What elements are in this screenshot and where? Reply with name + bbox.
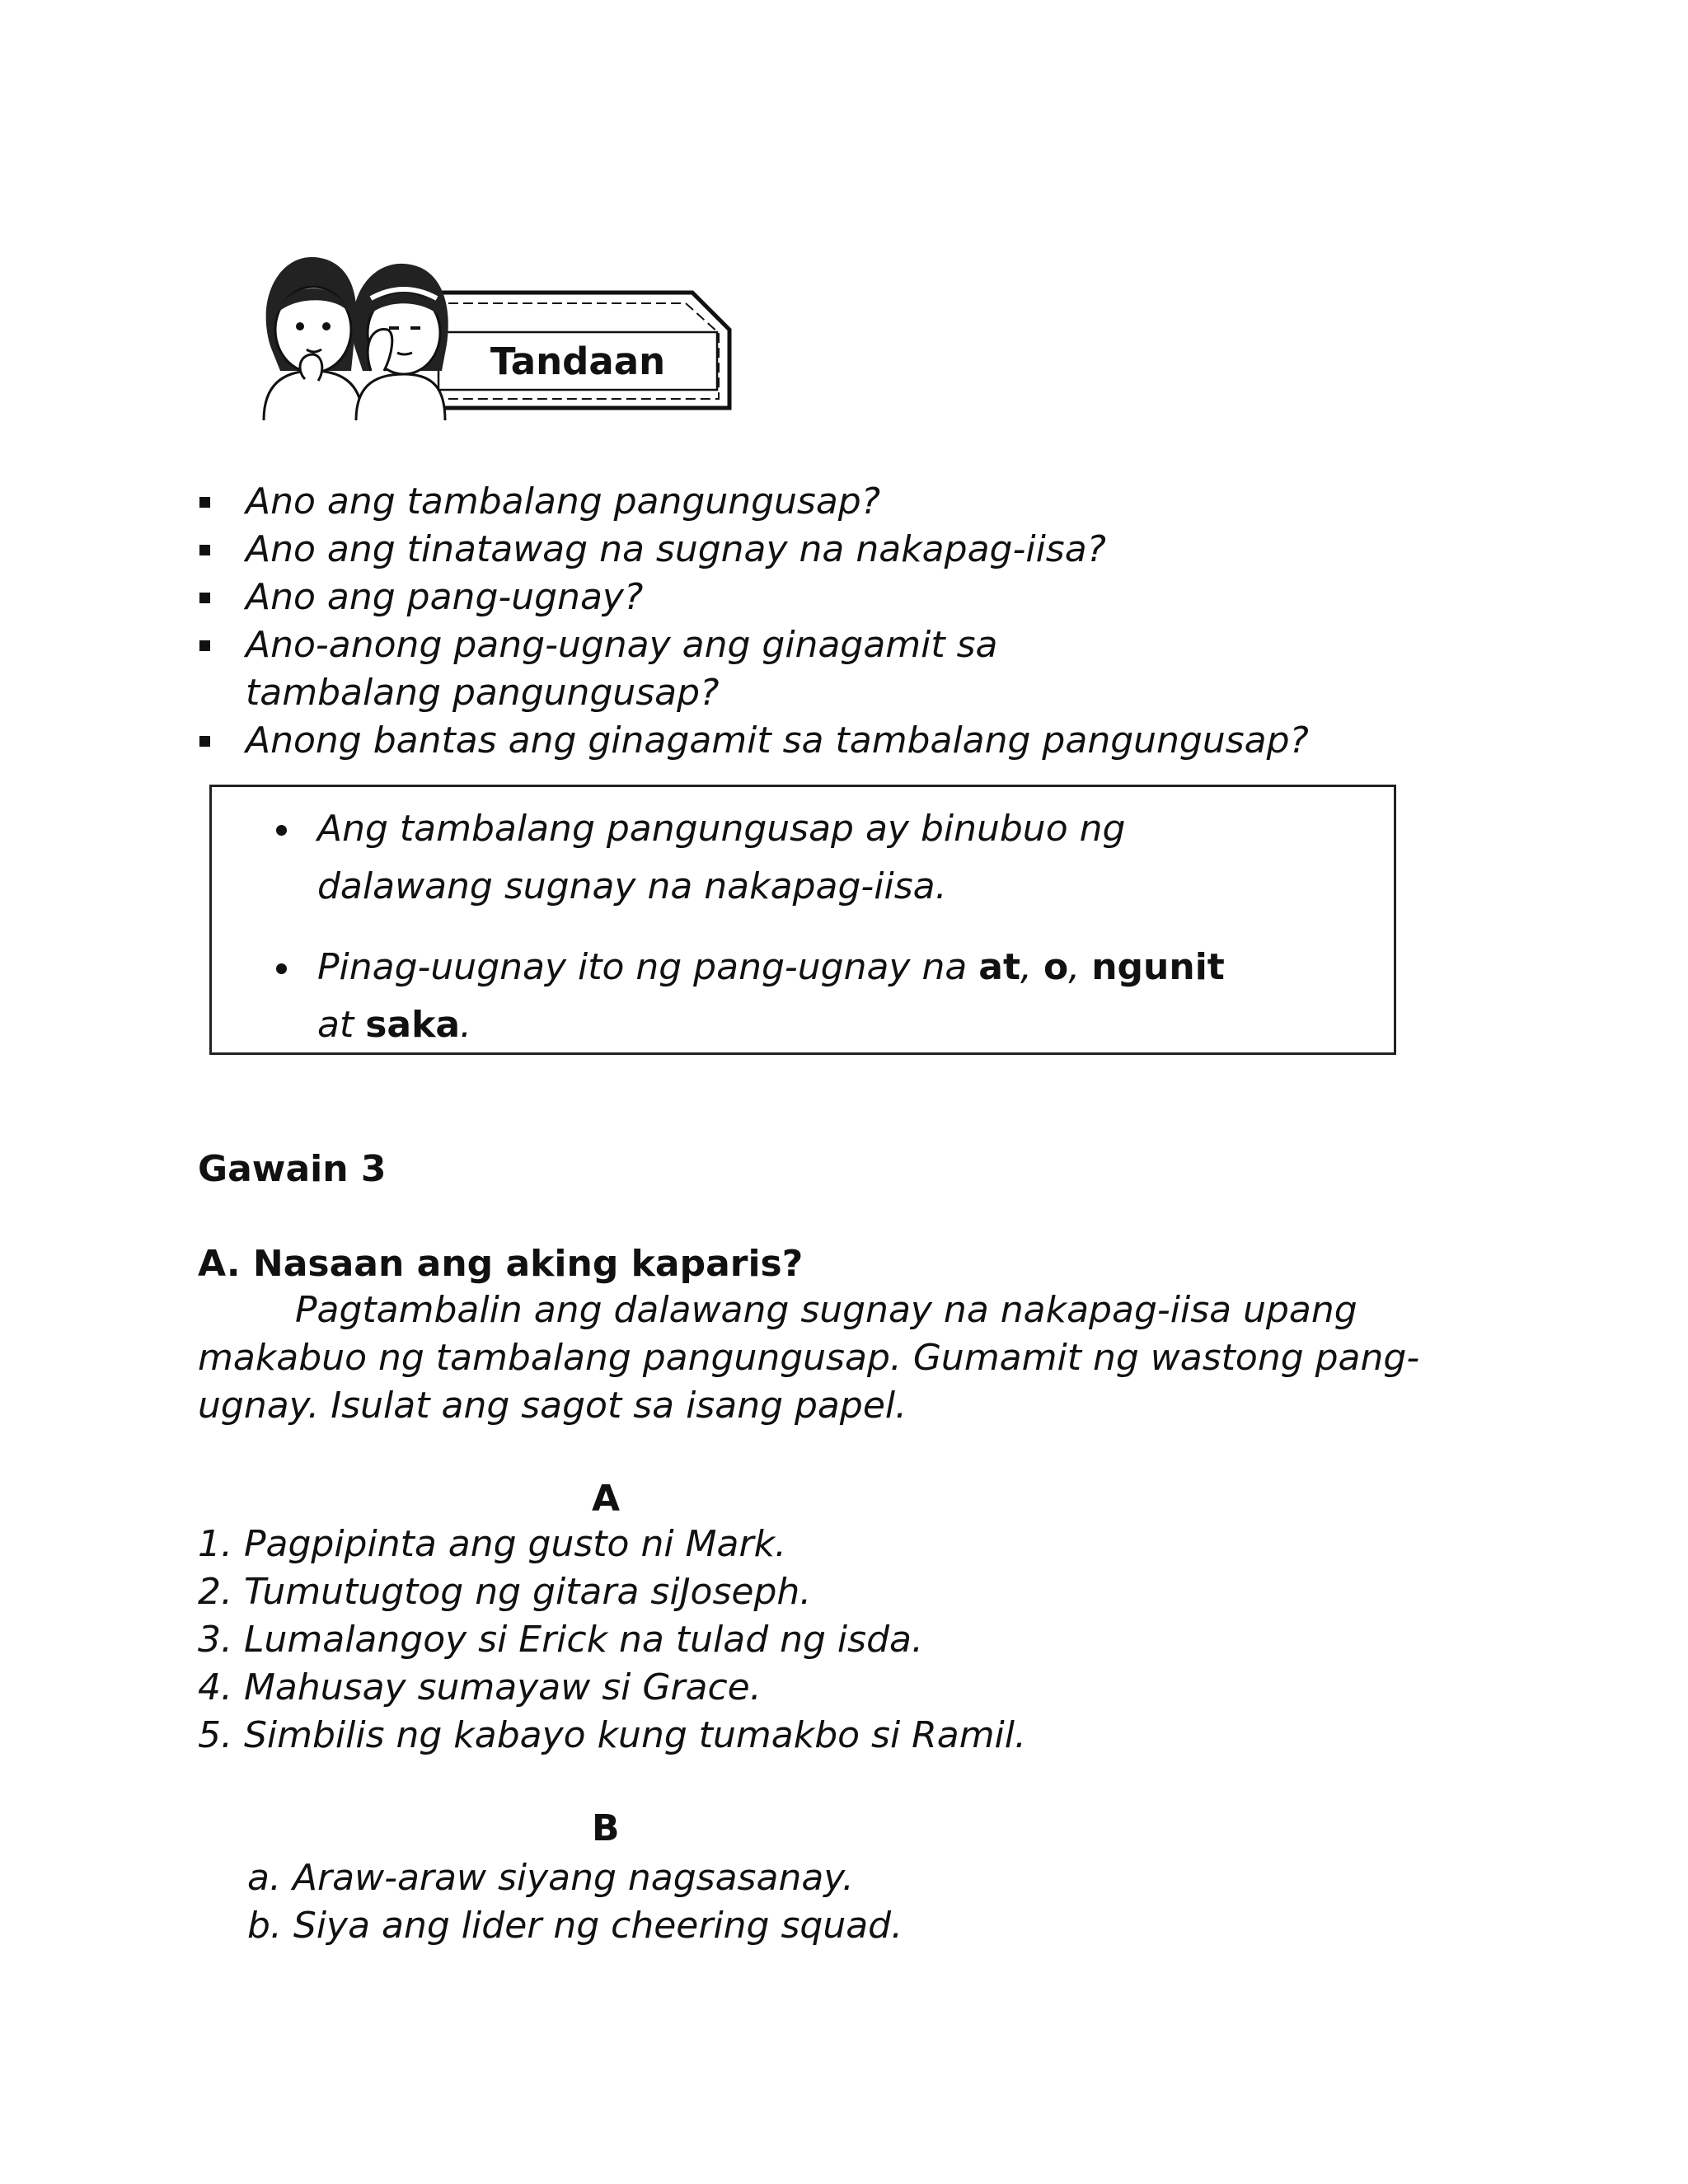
square-bullet-icon xyxy=(199,640,210,651)
conjunction-saka: saka xyxy=(365,1004,461,1046)
list-item: 5. Simbilis ng kabayo kung tumakbo si Ramil. xyxy=(198,1714,1026,1756)
list-item: 3. Lumalangoy si Erick na tulad ng isda. xyxy=(198,1619,923,1661)
summary-point xyxy=(271,939,1359,1054)
list-item xyxy=(196,717,1482,765)
separator: at xyxy=(317,1004,366,1046)
summary-point xyxy=(271,800,1359,916)
column-a-label: A xyxy=(592,1478,621,1520)
square-bullet-icon xyxy=(199,497,210,508)
tandaan-header xyxy=(247,247,742,429)
question-text: Ano ang tinatawag na sugnay na nakapag-iisa? xyxy=(246,528,1107,570)
square-bullet-icon xyxy=(199,545,210,555)
question-list xyxy=(196,478,1482,765)
column-a-list xyxy=(198,1521,1026,1760)
question-text: Ano ang pang-ugnay? xyxy=(246,576,644,618)
summary-point-text: Pinag-uugnay ito ng pang-ugnay na xyxy=(317,946,979,988)
round-bullet-icon xyxy=(276,963,287,974)
square-bullet-icon xyxy=(199,593,210,603)
separator: . xyxy=(460,1004,472,1046)
instructions: Pagtambalin ang dalawang sugnay na nakapag-iisa upang makabuo ng tambalang pangungusap. Gumamit ng wastong pang-ugnay. Isulat ang sagot sa isang papel. xyxy=(198,1289,1420,1427)
column-b-label: B xyxy=(592,1807,620,1849)
list-item: 4. Mahusay sumayaw si Grace. xyxy=(198,1666,762,1708)
summary-box xyxy=(209,785,1396,1055)
separator: , xyxy=(1020,946,1044,988)
section-title: A. Nasaan ang aking kaparis? xyxy=(198,1243,804,1285)
list-item xyxy=(196,478,1482,526)
column-b-list xyxy=(247,1854,903,1950)
round-bullet-icon xyxy=(276,825,287,836)
activity-title: Gawain 3 xyxy=(198,1148,387,1190)
separator: , xyxy=(1068,946,1092,988)
list-item xyxy=(196,574,1482,621)
list-item: 2. Tumutugtog ng gitara siJoseph. xyxy=(198,1571,812,1613)
conjunction-ngunit: ngunit xyxy=(1091,946,1225,988)
list-item xyxy=(196,621,1482,717)
question-text: Ano ang tambalang pangungusap? xyxy=(246,480,881,523)
question-text: Anong bantas ang ginagamit sa tambalang pangungusap? xyxy=(246,719,1309,762)
summary-point-text: Ang tambalang pangungusap ay binubuo ng dalawang sugnay na nakapag-iisa. xyxy=(317,808,1126,907)
list-item: a. Araw-araw siyang nagsasanay. xyxy=(247,1857,854,1899)
list-item: 1. Pagpipinta ang gusto ni Mark. xyxy=(198,1523,787,1565)
conjunction-o: o xyxy=(1043,946,1069,988)
conjunction-at: at xyxy=(978,946,1021,988)
list-item xyxy=(196,526,1482,574)
tandaan-title: Tandaan xyxy=(490,339,666,383)
question-text: Ano-anong pang-ugnay ang ginagamit sa tambalang pangungusap? xyxy=(246,624,998,714)
list-item: b. Siya ang lider ng cheering squad. xyxy=(247,1905,903,1947)
square-bullet-icon xyxy=(199,736,210,747)
